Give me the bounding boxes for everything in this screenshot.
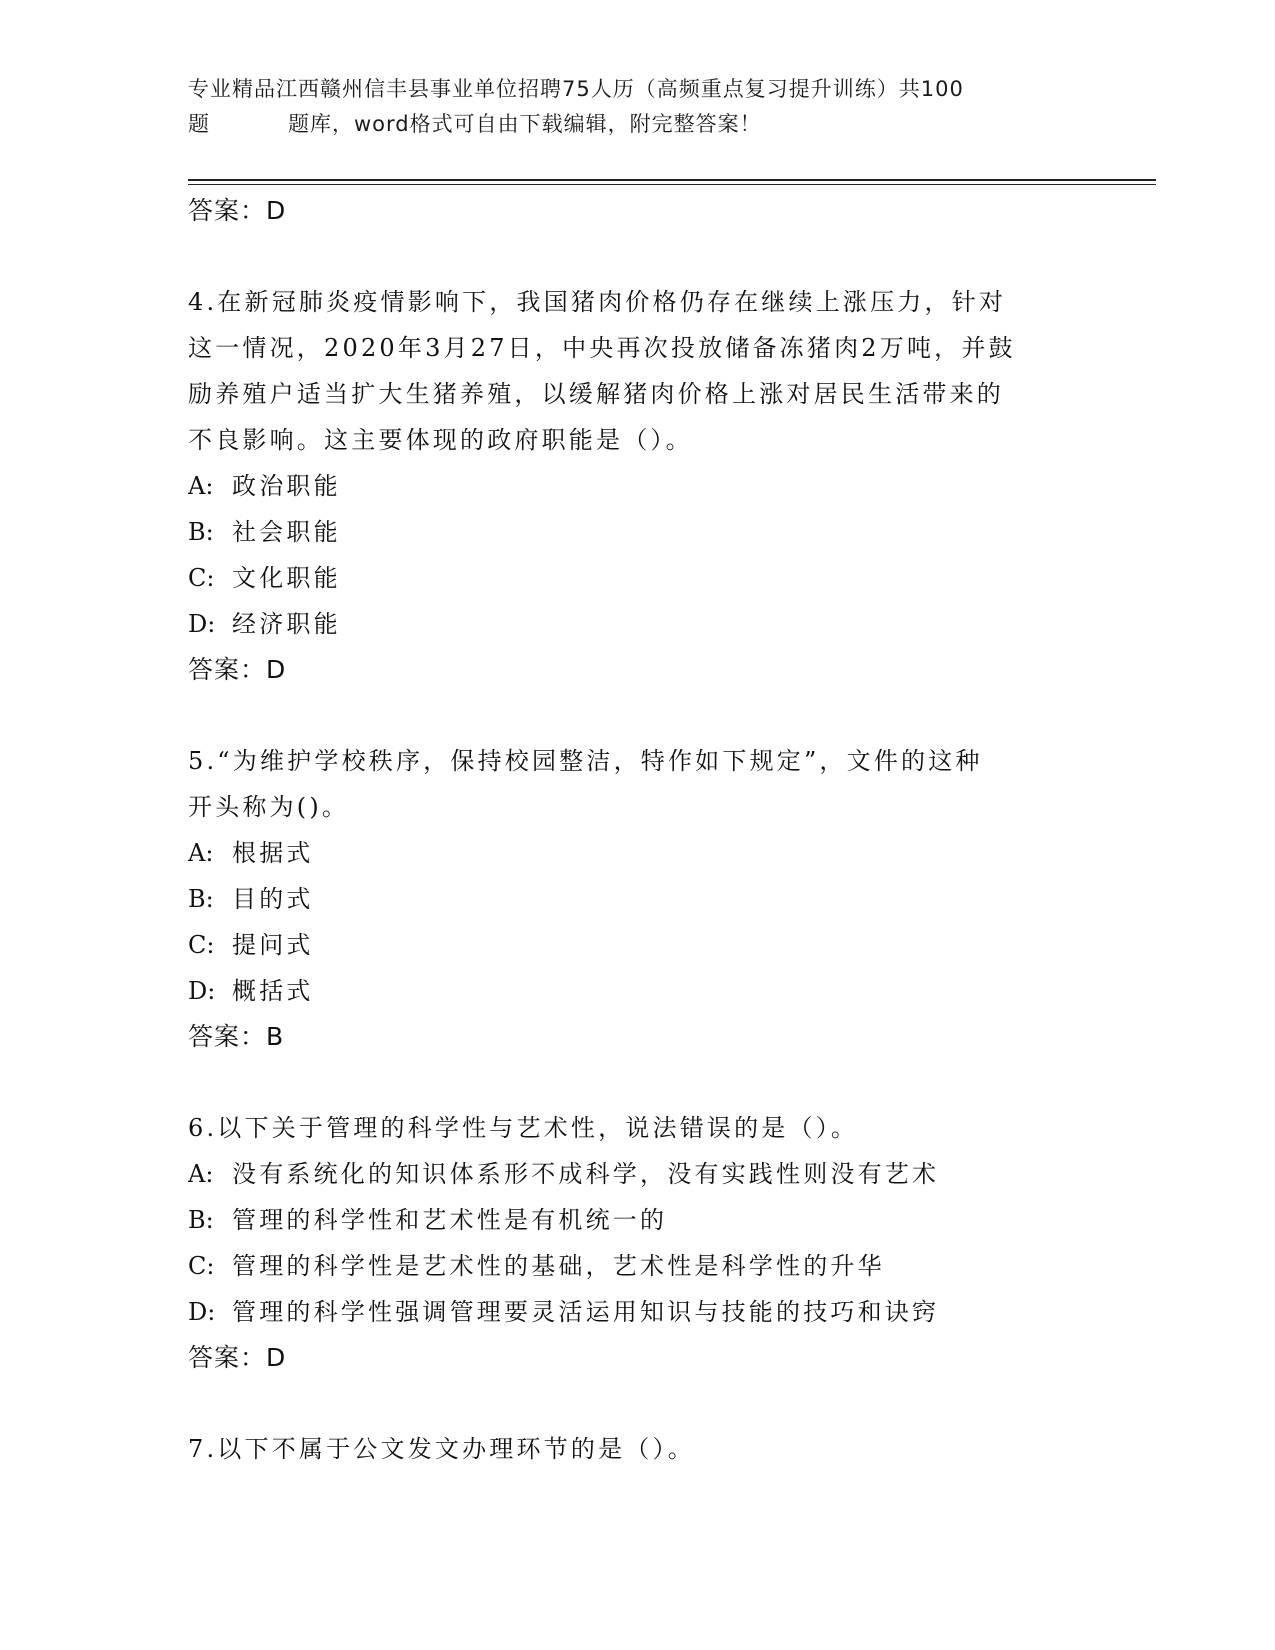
option-text: 政治职能 (232, 472, 341, 500)
option-text: 没有系统化的知识体系形不成科学，没有实践性则没有艺术 (232, 1160, 940, 1188)
header-line-2-lead: 题 (188, 112, 210, 136)
option-text: 管理的科学性和艺术性是有机统一的 (232, 1206, 668, 1234)
question-block (188, 279, 1088, 693)
question-block (188, 1105, 1088, 1381)
spacer (188, 693, 1088, 738)
option-b (188, 876, 1088, 922)
header-divider-thin (188, 184, 1156, 185)
question-text-line: 这一情况，2020年3月27日，中央再次投放储备冻猪肉2万吨，并鼓 (188, 334, 1016, 362)
question-block (188, 1426, 1088, 1472)
option-text: 目的式 (232, 885, 314, 913)
option-text: 管理的科学性是艺术性的基础，艺术性是科学性的升华 (232, 1252, 885, 1280)
spacer (188, 1060, 1088, 1105)
option-d (188, 968, 1088, 1014)
option-key: A: (188, 1160, 214, 1188)
option-key: C: (188, 931, 215, 959)
answer-line: 答案：D (188, 196, 287, 225)
answer-line: 答案：B (188, 1022, 285, 1051)
option-text: 文化职能 (232, 564, 341, 592)
option-key: A: (188, 839, 214, 867)
question-text-line: 5.“为维护学校秩序，保持校园整洁，特作如下规定”，文件的这种 (188, 747, 983, 775)
option-key: C: (188, 1252, 215, 1280)
header-line-2 (188, 107, 1068, 142)
option-a (188, 1151, 1088, 1197)
option-text: 管理的科学性强调管理要灵活运用知识与技能的技巧和诀窍 (232, 1298, 940, 1326)
option-c (188, 1243, 1088, 1289)
option-key: A: (188, 472, 214, 500)
option-b (188, 1197, 1088, 1243)
option-a (188, 830, 1088, 876)
answer-line: 答案：D (188, 1343, 287, 1372)
option-text: 社会职能 (232, 518, 341, 546)
option-d (188, 1289, 1088, 1335)
option-key: B: (188, 518, 214, 546)
question-block (188, 738, 1088, 1060)
option-d (188, 601, 1088, 647)
header-divider (188, 179, 1156, 181)
question-text-line: 不良影响。这主要体现的政府职能是（）。 (188, 426, 693, 454)
option-key: B: (188, 1206, 214, 1234)
option-text: 经济职能 (232, 610, 341, 638)
option-c (188, 555, 1088, 601)
header-line-1: 专业精品江西赣州信丰县事业单位招聘75人历（高频重点复习提升训练）共100 (188, 77, 964, 101)
question-text-line: 6.以下关于管理的科学性与艺术性，说法错误的是（）。 (188, 1114, 859, 1142)
answer-line: 答案：D (188, 655, 287, 684)
option-text: 提问式 (232, 931, 314, 959)
option-a (188, 463, 1088, 509)
question-text-line: 4.在新冠肺炎疫情影响下，我国猪肉价格仍存在继续上涨压力，针对 (188, 288, 1007, 316)
option-key: D: (188, 1298, 216, 1326)
spacer (188, 1381, 1088, 1426)
question-list (188, 188, 1088, 1472)
header-line-2-text: 题库，word格式可自由下载编辑，附完整答案！ (288, 112, 762, 136)
question-text-line: 励养殖户适当扩大生猪养殖，以缓解猪肉价格上涨对居民生活带来的 (188, 380, 1004, 408)
spacer (188, 234, 1088, 279)
document-header (188, 72, 1068, 142)
option-key: C: (188, 564, 215, 592)
option-key: B: (188, 885, 214, 913)
option-text: 根据式 (232, 839, 314, 867)
question-text-line: 7.以下不属于公文发文办理环节的是（）。 (188, 1435, 695, 1463)
option-key: D: (188, 977, 216, 1005)
option-text: 概括式 (232, 977, 314, 1005)
option-c (188, 922, 1088, 968)
question-text-line: 开头称为()。 (188, 793, 350, 821)
option-key: D: (188, 610, 216, 638)
option-b (188, 509, 1088, 555)
